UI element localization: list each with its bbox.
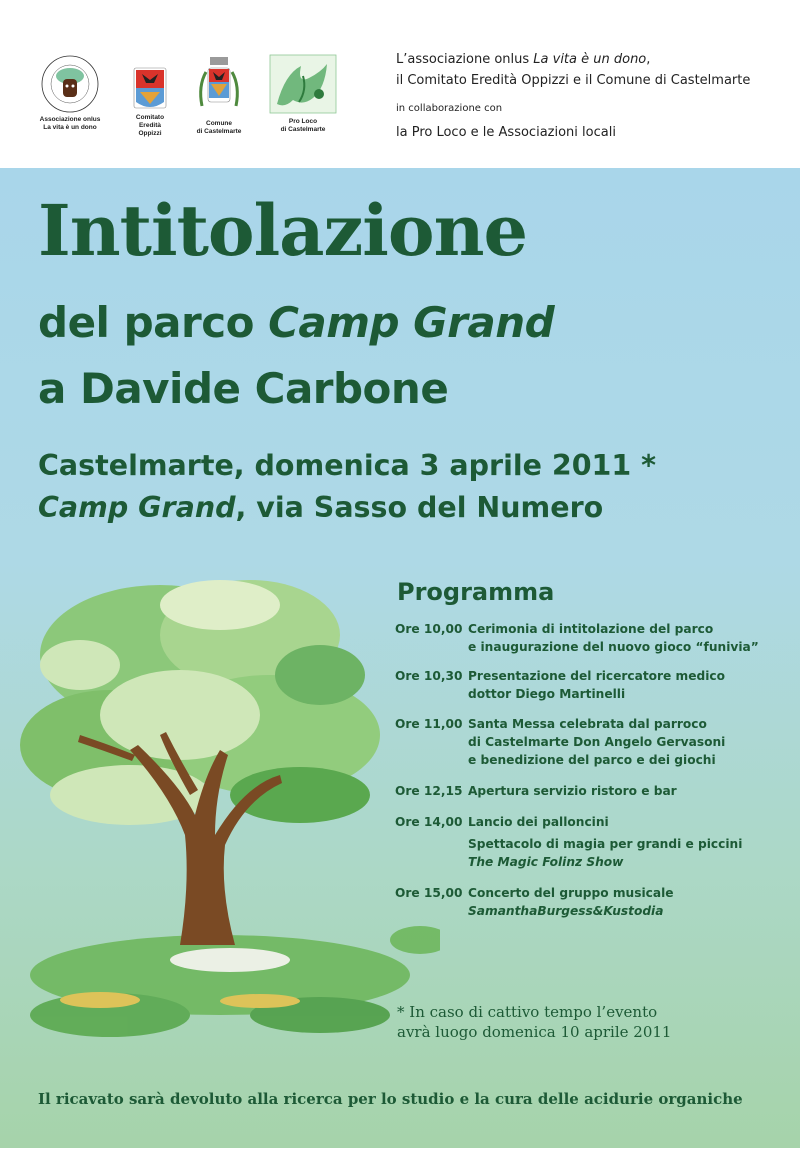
weather-note-line-1: * In caso di cattivo tempo l’evento [397,1003,658,1021]
location-italic: Camp Grand [38,491,236,524]
program-text: di Castelmarte Don Angelo Gervasoni [468,735,726,749]
location-text: , via Sasso del Numero [235,491,604,524]
organizers-italic: La vita è un dono [533,52,647,67]
program-text-italic [468,853,800,871]
program-text: Santa Messa celebrata dal parroco [468,717,707,731]
logo-comitato [124,66,176,138]
program-text: e benedizione del parco e dei giochi [468,753,716,767]
logo-caption: Pro Loco [288,118,318,125]
event-location [38,491,604,524]
weather-note-line-2: avrà luogo domenica 10 aprile 2011 [397,1023,672,1041]
partners-line: la Pro Loco e le Associazioni locali [396,125,616,140]
program-text: Apertura servizio ristoro e bar [468,784,677,798]
event-subtitle-line-1 [38,298,555,347]
event-date: Castelmarte, domenica 3 aprile 2011 * [38,449,657,482]
tree-seal-icon [40,54,100,114]
proloco-emblem-icon [269,54,337,116]
logo-caption: Comitato [135,114,165,121]
logo-caption: di Castelmarte [196,128,242,135]
logo-caption: Oppizzi [138,130,162,137]
proceeds-note: Il ricavato sarà devoluto alla ricerca per lo studio e la cura delle acidurie organiche [38,1090,743,1108]
logo-comune [186,56,252,136]
event-title: Intitolazione [38,189,527,272]
program-time: Ore 11,00 [395,717,463,731]
logo-caption: Comune [206,120,232,127]
logo-associazione [30,54,110,132]
subtitle-italic: Camp Grand [268,298,555,347]
logo-caption: Associazione onlus [39,116,101,123]
collaboration-label: in collaborazione con [396,103,503,114]
program-text: Presentazione del ricercatore medico [468,669,726,683]
subtitle-text: del parco [38,298,269,347]
program-time: Ore 15,00 [395,886,463,900]
program-text-italic [468,902,800,920]
logo-caption: di Castelmarte [280,126,326,133]
organizers-text: L’associazione onlus [396,52,534,67]
logo-caption: Eredità [138,122,162,129]
program-time: Ore 10,00 [395,622,463,636]
program-text: Cerimonia di intitolazione del parco [468,622,714,636]
show-name: The Magic Folinz Show [468,855,624,869]
organizers-line-2: il Comitato Eredità Oppizzi e il Comune di Castelmarte [396,73,751,88]
crest-icon [132,66,168,112]
logo-proloco [268,54,338,134]
program-text: e inaugurazione del nuovo gioco “funivia” [468,640,759,654]
band-name: SamanthaBurgess&Kustodia [468,904,664,918]
program-text: dottor Diego Martinelli [468,687,626,701]
program-time: Ore 12,15 [395,784,463,798]
tree-illustration [20,545,440,1085]
organizers-text: , [646,52,651,67]
programma-heading: Programma [397,578,555,606]
program-text: Spettacolo di magia per grandi e piccini [468,837,743,851]
event-subtitle-line-2: a Davide Carbone [38,364,449,413]
logo-caption: La vita è un dono [43,124,97,131]
program-time: Ore 10,30 [395,669,463,683]
municipal-crest-icon [196,56,242,118]
program-time: Ore 14,00 [395,815,463,829]
program-text: Lancio dei palloncini [468,815,609,829]
bottom-margin [0,1148,800,1175]
organizers-line-1 [396,52,650,67]
program-text: Concerto del gruppo musicale [468,886,674,900]
